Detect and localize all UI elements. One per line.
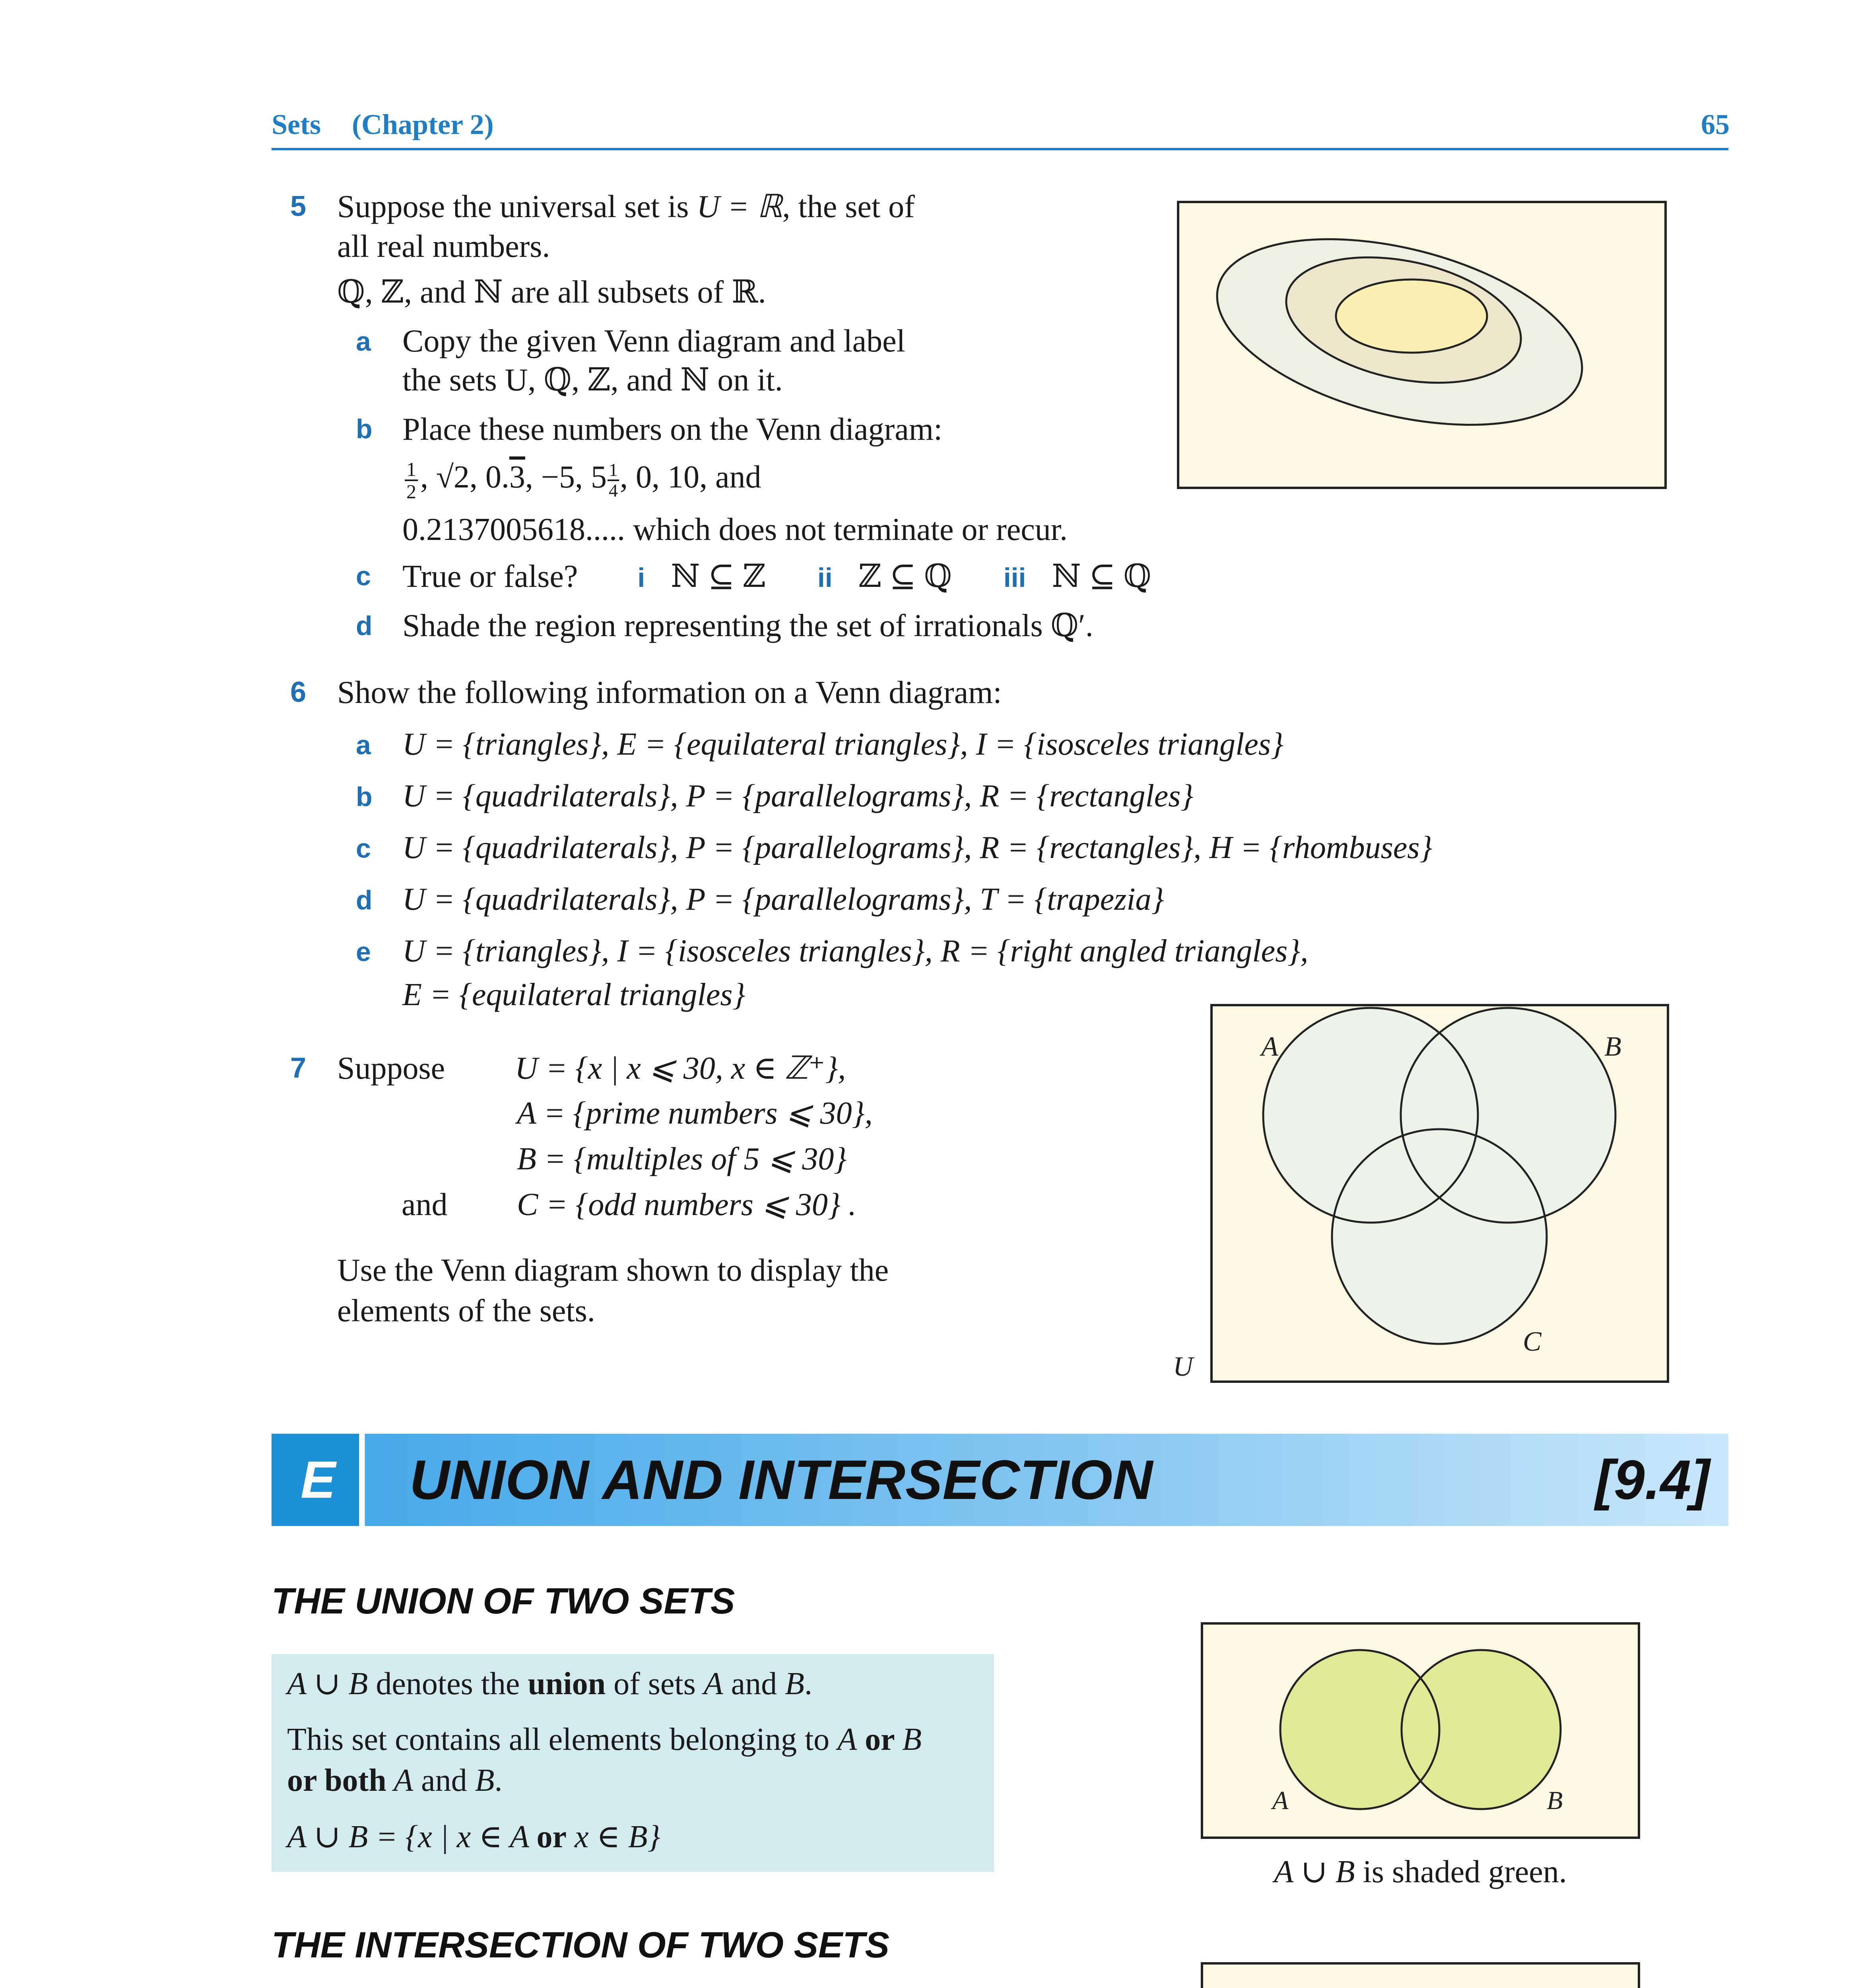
union-def-text1: denotes the	[368, 1666, 528, 1701]
q7-set-c: C = {odd numbers ⩽ 30} .	[517, 1187, 856, 1222]
q5-number: 5	[290, 190, 307, 222]
q7-venn-diagram	[1173, 1004, 1670, 1384]
union-def2-b: B	[902, 1722, 922, 1757]
q5c-i-label: i	[637, 563, 645, 593]
union-venn-diagram	[1201, 1622, 1640, 1839]
union-def-line2	[287, 1720, 922, 1759]
union-def3-a: A	[386, 1763, 414, 1798]
q6-intro: Show the following information on a Venn diagram:	[337, 675, 1002, 710]
union-heading: THE UNION OF TWO SETS	[272, 1581, 735, 1621]
q7-use-line1: Use the Venn diagram shown to display the	[337, 1253, 889, 1288]
q7-label-c: C	[1523, 1326, 1542, 1357]
union-def2-or: or	[857, 1722, 903, 1757]
intersection-venn-universe	[1202, 1963, 1639, 1988]
q6c-label: c	[356, 833, 371, 864]
union-def-symbol: A ∪ B	[287, 1666, 368, 1701]
q7-set-u: U = {x | x ⩽ 30, x ∈ ℤ⁺},	[515, 1051, 846, 1086]
intersection-venn-diagram	[1201, 1962, 1640, 1988]
page-number: 65	[1701, 109, 1730, 140]
q5b-numbers	[402, 457, 761, 502]
q6a-label: a	[356, 730, 371, 760]
fraction-quarter-num: 1	[608, 460, 619, 481]
union-def3-orboth: or both	[287, 1763, 386, 1798]
q6e-label: e	[356, 937, 371, 967]
union-caption-text: is shaded green.	[1355, 1854, 1567, 1889]
q6d-text: U = {quadrilaterals}, P = {parallelograms}, T = {trapezia}	[402, 882, 1164, 917]
union-def-line3	[287, 1761, 503, 1800]
q5-line1-tail: , the set of	[782, 189, 915, 224]
q5b-label: b	[356, 414, 373, 444]
q5-line1	[337, 187, 915, 227]
q5b-numbers-text2: , 0, 10, and	[620, 460, 761, 495]
union-caption-math: A ∪ B	[1274, 1854, 1355, 1889]
q5d-label: d	[356, 611, 373, 641]
q5a-line1: Copy the given Venn diagram and label	[402, 324, 905, 359]
q5c-ii-expr: ℤ ⊆ ℚ	[858, 559, 952, 594]
header-title: Sets	[272, 109, 321, 140]
q6b-label: b	[356, 782, 373, 812]
q5c-iii-label: iii	[1003, 563, 1026, 593]
fraction-half-den: 2	[406, 480, 416, 503]
section-title: UNION AND INTERSECTION	[410, 1448, 1153, 1511]
q5a-label: a	[356, 326, 371, 357]
header-rule	[272, 148, 1728, 150]
q5-line1-math: U = ℝ	[697, 189, 782, 224]
section-reference: [9.4]	[1595, 1448, 1710, 1511]
q7-label-a: A	[1261, 1031, 1278, 1062]
q5c-label: c	[356, 561, 371, 591]
q5-venn-inner-set	[1336, 280, 1487, 353]
q7-circle-c-fill	[1332, 1129, 1547, 1344]
q5-venn-diagram	[1177, 201, 1667, 489]
q5a-line2: the sets U, ℚ, ℤ, and ℕ on it.	[402, 363, 783, 398]
header-chapter: (Chapter 2)	[352, 109, 494, 140]
fraction-half	[405, 459, 418, 502]
running-header	[272, 108, 494, 141]
q5c-ii-label: ii	[817, 563, 833, 593]
union-def-text2: of sets	[606, 1666, 704, 1701]
union-def-and: and	[723, 1666, 785, 1701]
q7-set-a: A = {prime numbers ⩽ 30},	[517, 1096, 873, 1131]
q7-label-b: B	[1604, 1031, 1621, 1062]
q7-and: and	[402, 1187, 448, 1222]
q6c-text: U = {quadrilaterals}, P = {parallelograms}, R = {rectangles}, H = {rhombuses}	[402, 830, 1433, 865]
q6e-line2: E = {equilateral triangles}	[402, 977, 746, 1012]
union-def-b: B	[785, 1666, 805, 1701]
q5c-line	[402, 557, 1151, 598]
q5c-iii-expr: ℕ ⊆ ℚ	[1052, 559, 1151, 594]
fraction-quarter	[608, 460, 619, 500]
q6d-label: d	[356, 885, 373, 915]
q5b-numbers-text1: , −5, 5	[525, 460, 607, 495]
q5b-root-text: , √2, 0.	[420, 460, 509, 495]
union-def-line1	[287, 1664, 812, 1704]
q5d-text: Shade the region representing the set of irrationals ℚ′.	[402, 608, 1093, 643]
union-label-b: B	[1547, 1786, 1563, 1815]
union-def-a: A	[703, 1666, 723, 1701]
union-def3-b: B	[475, 1763, 495, 1798]
q7-number: 7	[290, 1052, 307, 1084]
union-label-a: A	[1272, 1786, 1289, 1815]
q5c-i-expr: ℕ ⊆ ℤ	[671, 559, 766, 594]
union-def-period: .	[804, 1666, 813, 1701]
q5c-text: True or false?	[402, 559, 578, 594]
q5b-line3: 0.2137005618..... which does not terminate or recur.	[402, 512, 1068, 547]
union-formula-part2: x ∈ B}	[567, 1819, 660, 1854]
union-formula	[287, 1817, 660, 1857]
q7-use-line2: elements of the sets.	[337, 1293, 595, 1328]
intersection-heading: THE INTERSECTION OF TWO SETS	[272, 1925, 889, 1965]
union-formula-or: or	[536, 1819, 567, 1854]
union-def2-a: A	[837, 1722, 857, 1757]
q5-line2: all real numbers.	[337, 229, 550, 264]
union-formula-part1: A ∪ B = {x | x ∈ A	[287, 1819, 537, 1854]
union-def2-text: This set contains all elements belonging to	[287, 1722, 838, 1757]
q5-line1-text: Suppose the universal set is	[337, 189, 697, 224]
q6b-text: U = {quadrilaterals}, P = {parallelograms}, R = {rectangles}	[402, 779, 1194, 813]
q5b-repeating-digit: 3	[509, 460, 525, 495]
q7-suppose: Suppose	[337, 1051, 445, 1086]
q5-line3: ℚ, ℤ, and ℕ are all subsets of ℝ.	[337, 275, 766, 310]
fraction-quarter-den: 4	[609, 480, 618, 501]
q7-set-b: B = {multiples of 5 ⩽ 30}	[517, 1142, 847, 1176]
union-def-bold: union	[528, 1666, 606, 1701]
q6a-text: U = {triangles}, E = {equilateral triangles}, I = {isosceles triangles}	[402, 727, 1283, 762]
q7-label-u: U	[1173, 1351, 1193, 1382]
q5b-line1: Place these numbers on the Venn diagram:	[402, 412, 943, 447]
q6-number: 6	[290, 676, 307, 708]
union-caption	[1201, 1853, 1640, 1890]
union-def3-and: and	[413, 1763, 475, 1798]
fraction-half-num: 1	[405, 459, 418, 481]
q6e-text: U = {triangles}, I = {isosceles triangles}, R = {right angled triangles},	[402, 934, 1309, 969]
union-def3-period: .	[494, 1763, 503, 1798]
section-letter: E	[300, 1450, 336, 1509]
